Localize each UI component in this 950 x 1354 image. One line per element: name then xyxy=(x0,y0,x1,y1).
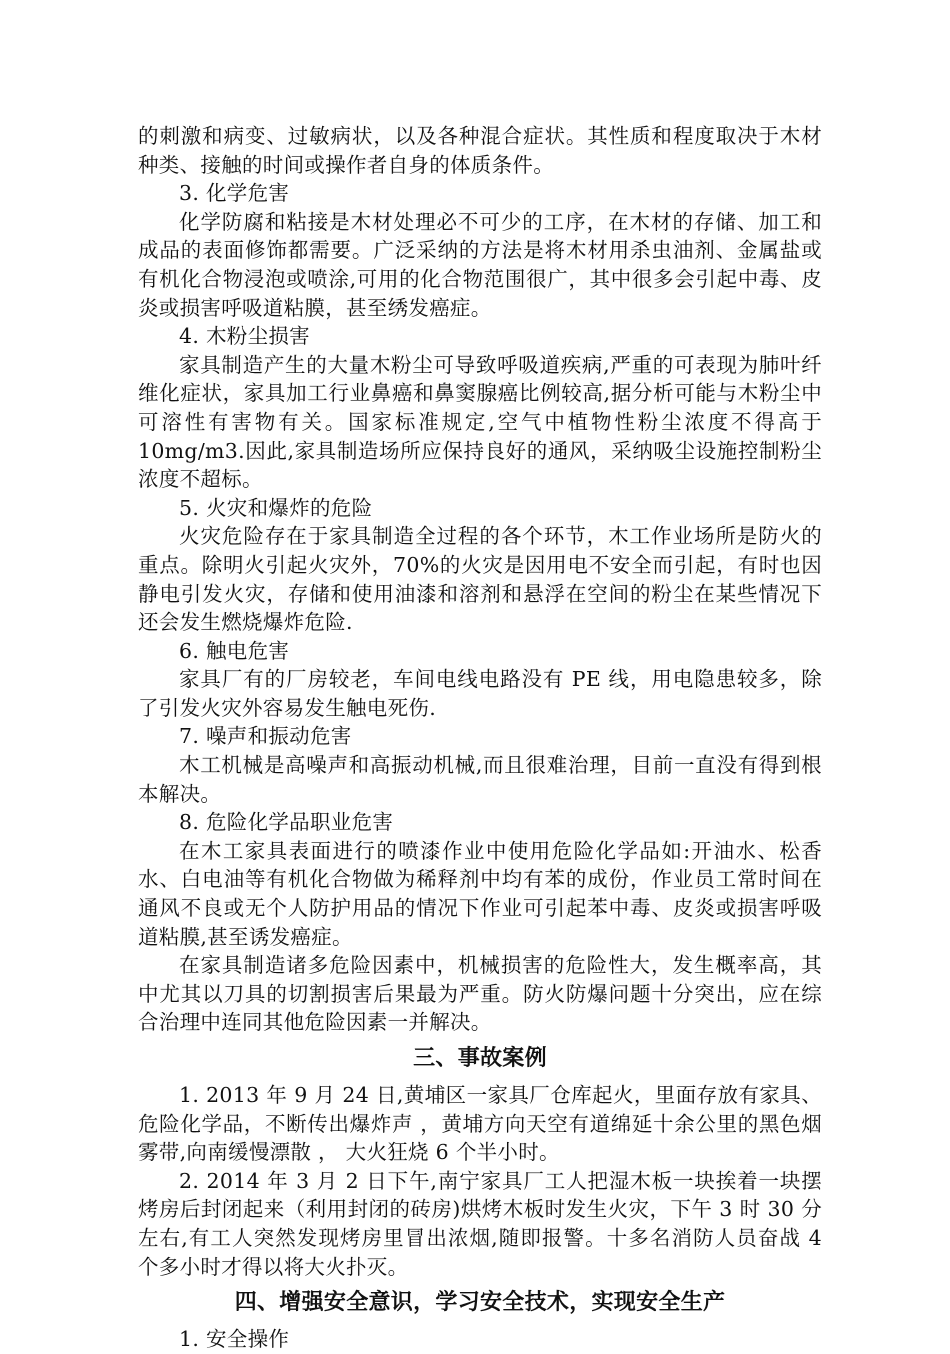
document-page xyxy=(138,122,822,1354)
item-body-chemical-hazard: 化学防腐和粘接是木材处理必不可少的工序，在木材的存储、加工和成品的表面修饰都需要。广泛采纳的方法是将木材用杀虫油剂、金属盐或有机化合物浸泡或喷涂,可用的化合物范围很广，其中很多会引起中毒、皮炎或损害呼吸道粘膜，甚至绣发癌症。 xyxy=(138,209,822,320)
section-title-accident-cases: 三、事故案例 xyxy=(413,1046,547,1071)
case-item: 1. 2013 年 9 月 24 日,黄埔区一家具厂仓库起火，里面存放有家具、危险化学品，不断传出爆炸声 ，黄埔方向天空有道绵延十余公里的黑色烟雾带,向南缓慢漂散 ， 大火狂烧 6 个半小时。 xyxy=(138,1083,822,1165)
item-heading-fire-explosion: 5. 火灾和爆炸的危险 xyxy=(179,495,373,520)
item-heading-hazardous-chemicals: 8. 危险化学品职业危害 xyxy=(179,810,394,835)
case-item: 2. 2014 年 3 月 2 日下午,南宁家具厂工人把湿木板一块挨着一块摆烤房后封闭起来（利用封闭的砖房)烘烤木板时发生火灾，下午 3 时 30 分左右,有工人突然发现烤房里冒出浓烟,随即报警。十多名消防人员奋战 4 个多小时才得以将大火扑灭。 xyxy=(138,1168,822,1279)
continued-paragraph: 的刺激和病变、过敏病状，以及各种混合症状。其性质和程度取决于木材种类、接触的时间或操作者自身的体质条件。 xyxy=(138,124,822,177)
section-title-safety-awareness: 四、增强安全意识，学习安全技术，实现安全生产 xyxy=(234,1290,726,1316)
item-heading-wood-dust: 4. 木粉尘损害 xyxy=(179,324,310,349)
item-body-electric-shock: 家具厂有的厂房较老，车间电线电路没有 PE 线，用电隐患较多，除了引发火灾外容易发生触电死伤. xyxy=(138,667,822,720)
item-heading-chemical-hazard: 3. 化学危害 xyxy=(179,181,290,206)
item-heading-safe-operation: 1. 安全操作 xyxy=(179,1327,290,1352)
item-heading-electric-shock: 6. 触电危害 xyxy=(179,638,290,663)
item-body-fire-explosion: 火灾危险存在于家具制造全过程的各个环节，木工作业场所是防火的重点。除明火引起火灾外，70%的火灾是因用电不安全而引起，有时也因静电引发火灾，存储和使用油漆和溶剂和悬浮在空间的粉尘在某些情况下还会发生燃烧爆炸危险. xyxy=(138,524,822,635)
item-heading-noise-vibration: 7. 噪声和振动危害 xyxy=(179,724,352,749)
item-body-noise-vibration: 木工机械是高噪声和高振动机械,而且很难治理，目前一直没有得到根本解决。 xyxy=(138,753,822,806)
item-body-hazardous-chemicals: 在木工家具表面进行的喷漆作业中使用危险化学品如:开油水、松香水、白电油等有机化合物做为稀释剂中均有苯的成份，作业员工常时间在通风不良或无个人防护用品的情况下作业可引起苯中毒、皮炎或损害呼吸道粘膜,甚至诱发癌症。 xyxy=(138,838,822,949)
summary-paragraph: 在家具制造诸多危险因素中，机械损害的危险性大，发生概率高，其中尤其以刀具的切割损害后果最为严重。防火防爆问题十分突出，应在综合治理中连同其他危险因素一并解决。 xyxy=(138,953,822,1035)
item-body-wood-dust: 家具制造产生的大量木粉尘可导致呼吸道疾病,严重的可表现为肺叶纤维化症状，家具加工行业鼻癌和鼻窦腺癌比例较高,据分析可能与木粉尘中可溶性有害物有关。国家标准规定,空气中植物性粉尘浓度不得高于 10mg/m3.因此,家具制造场所应保持良好的通风，采纳吸尘设施控制粉尘浓度不超标。 xyxy=(138,352,822,492)
